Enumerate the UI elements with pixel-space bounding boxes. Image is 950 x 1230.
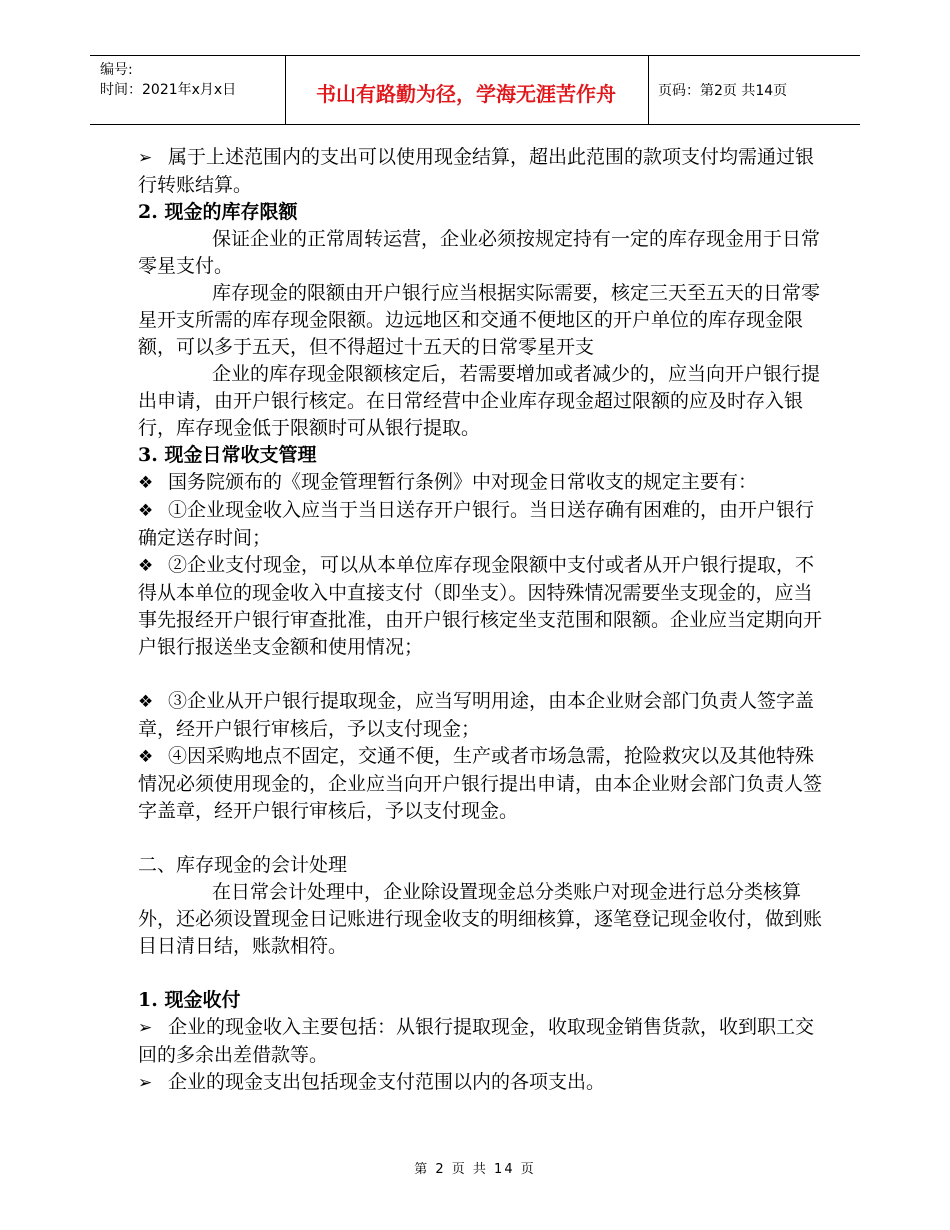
diamond-bullet-icon: ❖ xyxy=(138,692,154,712)
arrow-bullet-icon: ➢ xyxy=(138,1073,153,1093)
spacer xyxy=(138,661,828,688)
number-label: 编号: xyxy=(100,62,133,78)
header-page-info: 页码：第2页 共14页 xyxy=(658,83,788,99)
diamond-bullet-icon: ❖ xyxy=(138,501,154,521)
arrow-bullet-icon: ➢ xyxy=(138,1018,153,1038)
spacer xyxy=(138,960,828,987)
diamond-bullet-icon: ❖ xyxy=(138,473,154,493)
paragraph-text: ①企业现金收入应当于当日送存开户银行。当日送存确有困难的，由开户银行确定送存时间； xyxy=(138,499,815,549)
paragraph-text: ②企业支付现金，可以从本单位库存现金限额中支付或者从开户银行提取，不得从本单位的现金收入中直接支付（即坐支）。因特殊情况需要坐支现金的，应当事先报经开户银行审查批准，由开户银行核定坐支范围和限额。企业应当定期向开户银行报送坐支金额和使用情况； xyxy=(138,554,823,658)
document-body xyxy=(138,144,828,1097)
diamond-item xyxy=(138,743,828,825)
arrow-item xyxy=(138,1014,828,1069)
diamond-item xyxy=(138,497,828,552)
header-motto: 书山有路勤为径，学海无涯苦作舟 xyxy=(316,82,616,106)
header-meta xyxy=(100,60,236,100)
page-footer: 第 2 页 共 14 页 xyxy=(414,1162,536,1177)
paragraph: 库存现金的限额由开户银行应当根据实际需要，核定三天至五天的日常零星开支所需的库存现金限额。边远地区和交通不便地区的开户单位的库存现金限额，可以多于五天，但不得超过十五天的日常零星开支 xyxy=(138,282,821,358)
paragraph-text: 国务院颁布的《现金管理暂行条例》中对现金日常收支的规定主要有： xyxy=(168,471,758,493)
paragraph: 企业的库存现金限额核定后，若需要增加或者减少的，应当向开户银行提出申请，由开户银行核定。在日常经营中企业库存现金超过限额的应及时存入银行，库存现金低于限额时可从银行提取。 xyxy=(138,363,821,439)
section-heading: 2. 现金的库存限额 xyxy=(138,201,298,223)
arrow-bullet-icon: ➢ xyxy=(138,148,153,168)
paragraph-text: ④因采购地点不固定，交通不便，生产或者市场急需，抢险救灾以及其他特殊情况必须使用现金的，企业应当向开户银行提出申请，由本企业财会部门负责人签字盖章，经开户银行审核后，予以支付现金。 xyxy=(138,745,823,822)
paragraph-text: ③企业从开户银行提取现金，应当写明用途，由本企业财会部门负责人签字盖章，经开户银行审核后，予以支付现金； xyxy=(138,690,815,740)
paragraph: 保证企业的正常周转运营，企业必须按规定持有一定的库存现金用于日常零星支付。 xyxy=(138,228,821,277)
arrow-item xyxy=(138,1069,828,1097)
section-heading: 二、库存现金的会计处理 xyxy=(138,854,348,876)
diamond-bullet-icon: ❖ xyxy=(138,556,154,576)
header-divider xyxy=(648,56,649,124)
page-header xyxy=(90,55,860,125)
paragraph-text: 企业的现金支出包括现金支付范围以内的各项支出。 xyxy=(168,1071,606,1093)
arrow-item xyxy=(138,144,828,199)
spacer xyxy=(138,825,828,852)
diamond-bullet-icon: ❖ xyxy=(138,747,154,767)
paragraph: 在日常会计处理中，企业除设置现金总分类账户对现金进行总分类核算外，还必须设置现金日记账进行现金收支的明细核算，逐笔登记现金收付，做到账目日清日结，账款相符。 xyxy=(138,881,823,957)
section-heading: 3. 现金日常收支管理 xyxy=(138,444,317,466)
diamond-item xyxy=(138,688,828,743)
paragraph-text: 属于上述范围内的支出可以使用现金结算，超出此范围的款项支付均需通过银行转账结算。 xyxy=(138,146,815,196)
paragraph-text: 企业的现金收入主要包括：从银行提取现金，收取现金销售货款，收到职工交回的多余出差借款等。 xyxy=(138,1016,815,1066)
section-heading: 1. 现金收付 xyxy=(138,989,241,1011)
time-label: 时间：2021年x月x日 xyxy=(100,82,237,98)
diamond-item xyxy=(138,552,828,661)
diamond-item xyxy=(138,469,828,497)
